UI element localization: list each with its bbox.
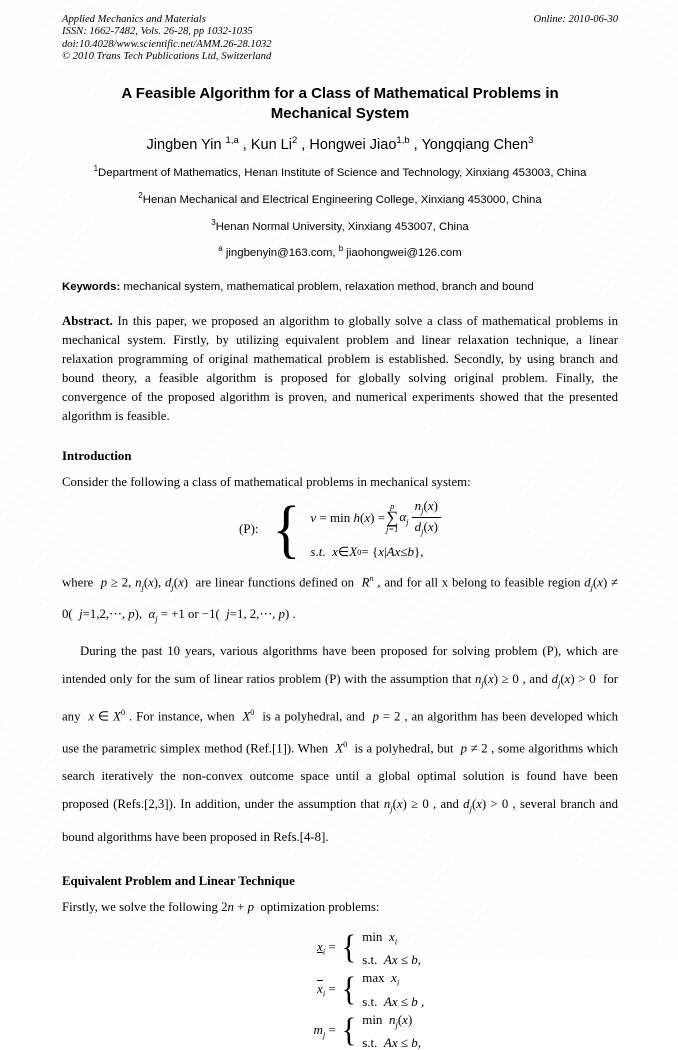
- intro-lead-paragraph: Consider the following a class of mathematical problems in mechanical system:: [62, 475, 471, 490]
- optimization-formulas: [62, 929, 618, 1050]
- affiliation-3: $^3$Henan Normal University, Xinxiang 453007, China: [211, 217, 469, 233]
- journal-header: [62, 14, 618, 63]
- formula-lower-bound: [62, 929, 618, 968]
- summation-symbol: [386, 502, 398, 534]
- left-brace: {: [341, 928, 357, 966]
- keywords-line: [62, 281, 618, 293]
- formula-body: [362, 1012, 512, 1050]
- formula-body: [362, 929, 512, 968]
- formula-upper-bound: [62, 970, 618, 1009]
- fraction-denominator: $d_j(x)$: [414, 519, 438, 538]
- journal-name: Applied Mechanics and Materials: [62, 14, 206, 25]
- formula-lhs: $\overline{x}_i$ =: [317, 980, 336, 999]
- formula-numerator-min: [62, 1012, 618, 1050]
- section-heading-equivalent-problem: Equivalent Problem and Linear Technique: [62, 873, 295, 888]
- objective-lhs: v = min h(x) =: [310, 509, 386, 525]
- copyright-line: © 2010 Trans Tech Publications Ltd, Switzerland: [62, 50, 272, 62]
- online-date: Online: 2010-06-30: [533, 14, 618, 25]
- section2-lead-paragraph: Firstly, we solve the following 2n + p optimization problems:: [62, 899, 380, 914]
- formula-p-constraint: s . t . x ∈ X 0 = { x | Ax ≤ b },: [310, 543, 424, 559]
- sum-lower-limit: j=1: [386, 524, 399, 535]
- formula-p-label: (P):: [239, 520, 259, 536]
- keywords-label: Keywords:: [62, 281, 121, 294]
- formula-constraint: s.t. Ax ≤ b ,: [362, 993, 425, 1009]
- formula-objective: $\max x_i$: [362, 970, 400, 988]
- abstract-label: Abstract.: [62, 314, 113, 329]
- left-brace: {: [341, 1012, 357, 1050]
- section-heading-introduction: Introduction: [62, 449, 132, 464]
- journal-info: [62, 14, 272, 63]
- ratio-fraction: [412, 498, 441, 537]
- abstract-text: In this paper, we proposed an algorithm to globally solve a class of mathematical problems in mechanical system. Firstly, by utilizing equivalent problem and linear relaxation technique, a linear relaxation programming of original mathematical problem is established. Secondly, by using branch and bound theory, a feasible algorithm is proposed for globally solving original problem. Finally, the convergence of the proposed algorithm is proven, and numerical experiments showed that the presented algorithm is feasible.: [62, 314, 618, 424]
- paper-title: A Feasible Algorithm for a Class of Mathematical Problems in Mechanical System: [121, 85, 559, 123]
- authors-line: Jingben Yin $^{1,a}$ , Kun Li$^2$ , Hongwei Jiao$^{1,b}$ , Yongqiang Chen$^3$: [146, 135, 534, 154]
- sigma-glyph: ∑: [386, 508, 399, 528]
- sum-upper-limit: p: [390, 500, 395, 511]
- formula-constraint: s.t. Ax ≤ b,: [362, 952, 421, 968]
- formula-objective: $\min x_i$: [362, 928, 398, 947]
- doi-line: doi:10.4028/www.scientific.net/AMM.26-28.1032: [62, 38, 272, 50]
- formula-objective: $\min n_j(x)$: [362, 1011, 413, 1030]
- formula-problem-p: [62, 491, 618, 565]
- author-emails: $^a$ jingbenyin@163.com, $^b$ jiaohongwei@126.com: [218, 244, 462, 260]
- left-brace: {: [272, 491, 301, 565]
- alpha-coefficient: $\alpha_j$: [399, 509, 409, 527]
- abstract: [62, 312, 618, 426]
- where-paragraph: where p ≥ 2, $n_j(x)$, $d_j(x)$ are linear functions defined on $R^n$ , and for all x belong to feasible region $d_j(x) \ne 0$( j=1,2,⋯, p), $\alpha_j = +1$ or −1( j=1, 2,⋯, p) .: [62, 572, 619, 624]
- keywords-text: mechanical system, mathematical problem, relaxation method, branch and bound: [120, 281, 534, 294]
- fraction-numerator: $n_j(x)$: [412, 498, 441, 518]
- formula-constraint: s.t. Ax ≤ b,: [362, 1035, 421, 1050]
- formula-body: [362, 970, 512, 1009]
- literature-paragraph: During the past 10 years, various algorithms have been proposed for solving problem (P), which are intended only for the sum of linear ratios problem (P) with the assumption that $n_j(x) \ge 0$ , and $d_j(x) > 0$ for any x ∈ $X^0$ . For instance, when $X^0$ is a polyhedral, and p = 2 , an algorithm has been developed which use the parametric simplex method (Ref.[1]). When $X^0$ is a polyhedral, but p ≠ 2 , some algorithms which search iteratively the non-convex outcome space until a global optimal solution is found have been proposed (Refs.[2,3]). In addition, under the assumption that $n_j(x) \ge 0$ , and $d_j(x) > 0$ , several branch and bound algorithms have been proposed in Refs.[4-8].: [62, 644, 618, 844]
- formula-p-objective: [310, 498, 441, 537]
- formula-lhs: $m_j$ =: [313, 1022, 336, 1040]
- formula-p-body: [310, 498, 441, 559]
- affiliation-1: $^1$Department of Mathematics, Henan Institute of Science and Technology, Xinxiang 453003, China: [93, 164, 587, 179]
- affiliation-2: $^2$Henan Mechanical and Electrical Engineering College, Xinxiang 453000, China: [138, 190, 542, 206]
- formula-lhs: $x_i$ =: [317, 939, 336, 957]
- left-brace: {: [341, 970, 357, 1008]
- issn-line: ISSN: 1662-7482, Vols. 26-28, pp 1032-1035: [62, 26, 253, 38]
